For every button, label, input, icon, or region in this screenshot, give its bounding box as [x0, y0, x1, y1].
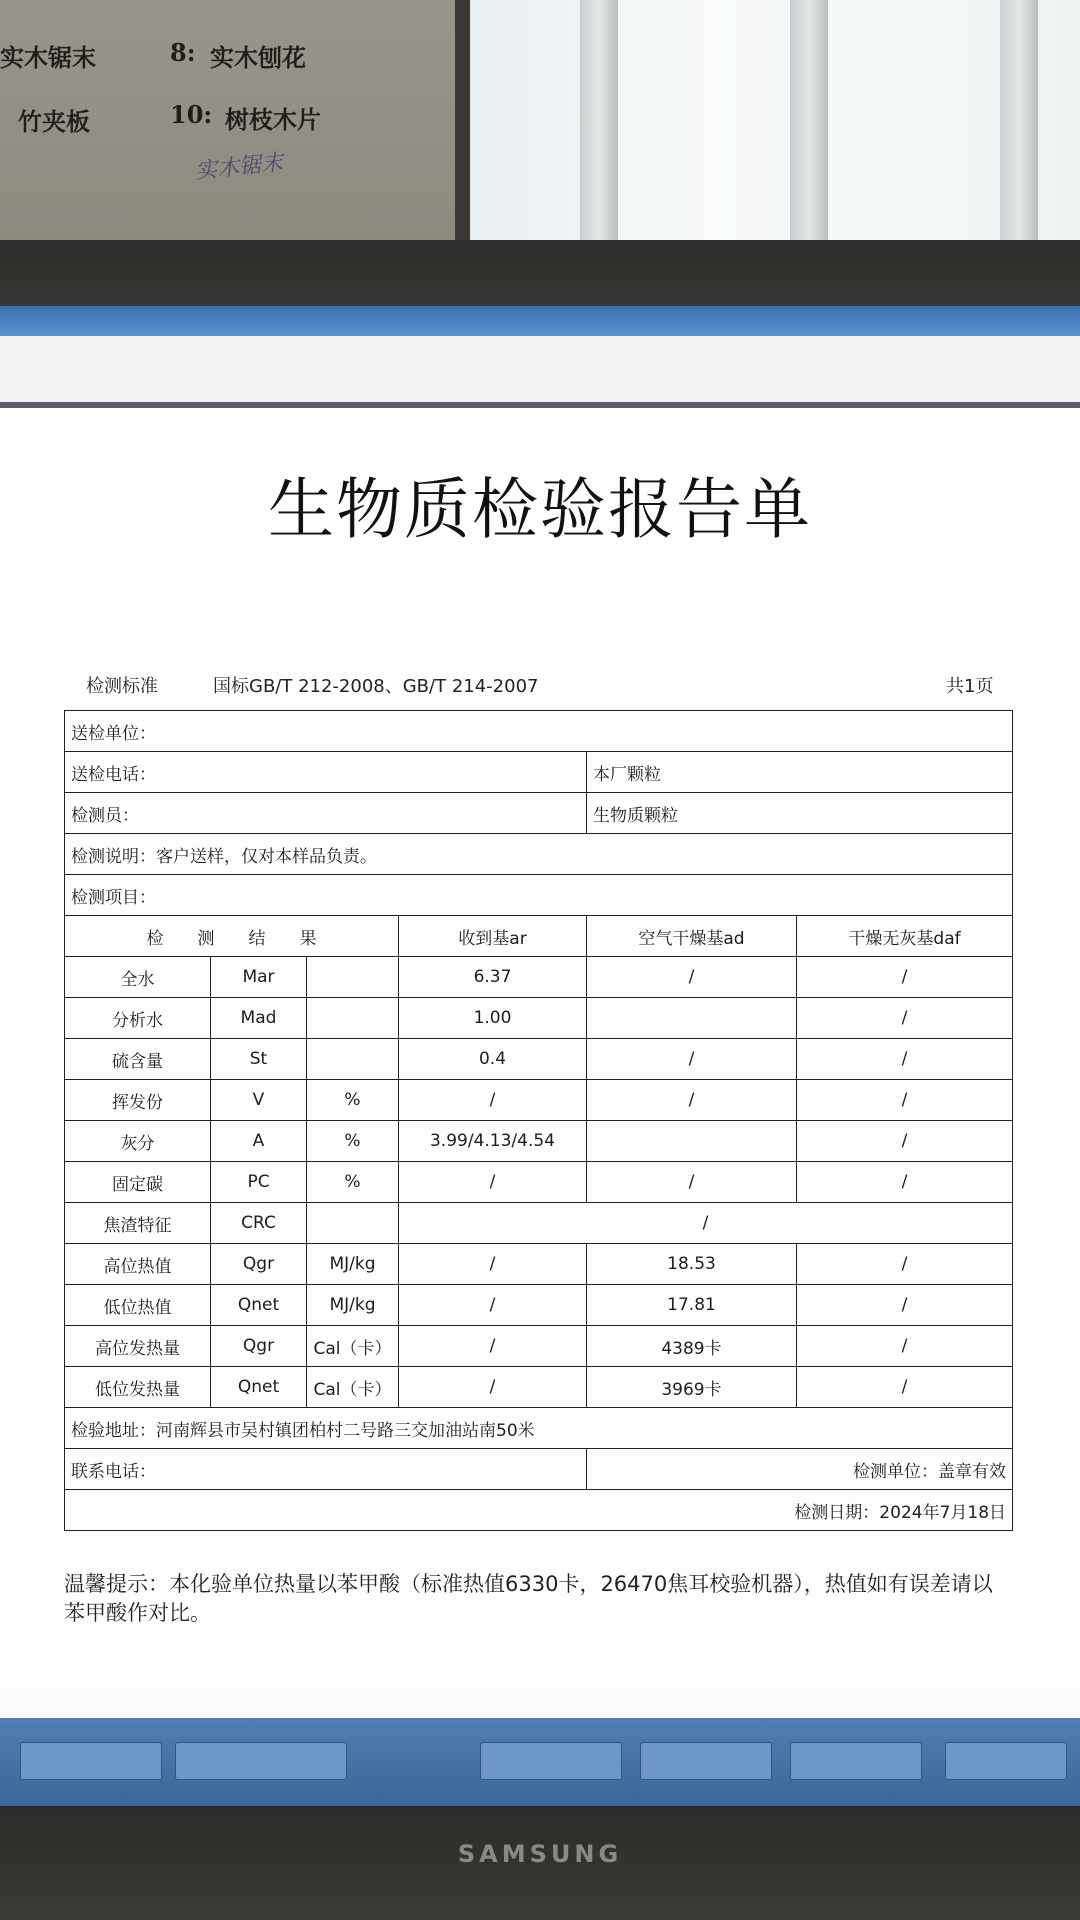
- item-name: 焦渣特征: [65, 1203, 211, 1244]
- item-name: 全水: [65, 957, 211, 998]
- row-sender-phone: [65, 752, 1013, 793]
- table-row: [65, 1326, 1013, 1367]
- item-name: 高位热值: [65, 1244, 211, 1285]
- taskbar-button[interactable]: [640, 1742, 772, 1780]
- item-symbol: Qnet: [211, 1367, 307, 1408]
- value-ad: [587, 998, 797, 1039]
- sample-type: 生物质颗粒: [587, 793, 1013, 834]
- value-daf: /: [797, 1121, 1013, 1162]
- item-name: 固定碳: [65, 1162, 211, 1203]
- item-name: 低位热值: [65, 1285, 211, 1326]
- item-unit: MJ/kg: [307, 1244, 399, 1285]
- value-ad: /: [587, 957, 797, 998]
- item-unit: Cal（卡）: [307, 1326, 399, 1367]
- app-title-bar: [0, 306, 1080, 336]
- item-symbol: Qgr: [211, 1326, 307, 1367]
- app-toolbar: [0, 336, 1080, 408]
- taskbar-button[interactable]: [790, 1742, 922, 1780]
- description: 检测说明：客户送样，仅对本样品负责。: [65, 834, 1013, 875]
- item-symbol: V: [211, 1080, 307, 1121]
- value-ad: /: [587, 1039, 797, 1080]
- item-symbol: CRC: [211, 1203, 307, 1244]
- note-line-sawdust: 实木锯末: [0, 43, 96, 72]
- sample-name: 本厂颗粒: [587, 752, 1013, 793]
- taskbar-button[interactable]: [945, 1742, 1067, 1780]
- column-header-result: 检 测 结 果: [65, 916, 399, 957]
- value-daf: /: [797, 1367, 1013, 1408]
- item-unit: [307, 957, 399, 998]
- value-daf: /: [797, 998, 1013, 1039]
- item-name: 高位发热量: [65, 1326, 211, 1367]
- calibration-footnote: 温馨提示：本化验单位热量以苯甲酸（标准热值6330卡，26470焦耳校验机器），热值如有误差请以苯甲酸作对比。: [64, 1572, 993, 1625]
- table-row: [65, 1285, 1013, 1326]
- test-address: 检验地址：河南辉县市吴村镇团柏村二号路三交加油站南50米: [65, 1408, 1013, 1449]
- column-header-daf: 干燥无灰基daf: [797, 916, 1013, 957]
- item-symbol: PC: [211, 1162, 307, 1203]
- value-merged: /: [399, 1203, 1013, 1244]
- value-ar: /: [399, 1244, 587, 1285]
- value-daf: /: [797, 957, 1013, 998]
- row-items: [65, 875, 1013, 916]
- column-header-row: [65, 916, 1013, 957]
- row-description: [65, 834, 1013, 875]
- table-row: [65, 1244, 1013, 1285]
- item-unit: [307, 998, 399, 1039]
- value-ar: 6.37: [399, 957, 587, 998]
- value-ar: /: [399, 1080, 587, 1121]
- monitor-bezel-top: [0, 240, 1080, 306]
- row-date: [65, 1490, 1013, 1531]
- value-daf: /: [797, 1285, 1013, 1326]
- standard-label: 检测标准: [86, 676, 158, 697]
- item-name: 挥发份: [65, 1080, 211, 1121]
- row-contact: [65, 1449, 1013, 1490]
- table-row: [65, 1121, 1013, 1162]
- value-daf: /: [797, 1080, 1013, 1121]
- value-ar: 0.4: [399, 1039, 587, 1080]
- item-name: 分析水: [65, 998, 211, 1039]
- value-ar: /: [399, 1326, 587, 1367]
- value-ar: /: [399, 1285, 587, 1326]
- monitor-bezel-bottom: [0, 1806, 1080, 1920]
- item-name: 硫含量: [65, 1039, 211, 1080]
- taskbar-button[interactable]: [20, 1742, 162, 1780]
- window-glass: [470, 0, 1080, 240]
- table-row: [65, 1203, 1013, 1244]
- value-ad: 18.53: [587, 1244, 797, 1285]
- value-daf: /: [797, 1162, 1013, 1203]
- value-daf: /: [797, 1244, 1013, 1285]
- page-count: 共1页: [946, 676, 994, 697]
- table-row: [65, 998, 1013, 1039]
- item-symbol: Qnet: [211, 1285, 307, 1326]
- column-header-ar: 收到基ar: [399, 916, 587, 957]
- window-bar: [790, 0, 828, 240]
- row-sender-unit: [65, 711, 1013, 752]
- standard-value: 国标GB/T 212-2008、GB/T 214-2007: [213, 676, 539, 697]
- item-symbol: St: [211, 1039, 307, 1080]
- item-unit: [307, 1203, 399, 1244]
- value-ad: 3969卡: [587, 1367, 797, 1408]
- table-row: [65, 1367, 1013, 1408]
- report-table: [64, 710, 1013, 1531]
- value-ar: 3.99/4.13/4.54: [399, 1121, 587, 1162]
- wall-note-card: [0, 0, 455, 240]
- item-name: 灰分: [65, 1121, 211, 1162]
- handwritten-note: 实木锯末: [194, 150, 285, 185]
- item-symbol: A: [211, 1121, 307, 1162]
- row-inspector: [65, 793, 1013, 834]
- contact-phone-label: 联系电话：: [65, 1449, 587, 1490]
- item-unit: %: [307, 1162, 399, 1203]
- note-line-shavings: 实木刨花: [210, 43, 306, 72]
- report-title: 生物质检验报告单: [268, 471, 812, 548]
- note-line-bamboo: 竹夹板: [18, 107, 90, 136]
- item-symbol: Qgr: [211, 1244, 307, 1285]
- window-bar: [1000, 0, 1038, 240]
- note-line-number-10: 10:: [170, 100, 213, 129]
- window-bar: [580, 0, 618, 240]
- note-line-number-8: 8:: [170, 38, 196, 67]
- item-unit: MJ/kg: [307, 1285, 399, 1326]
- value-ad: [587, 1121, 797, 1162]
- table-row: [65, 1039, 1013, 1080]
- items-label: 检测项目：: [65, 875, 1013, 916]
- table-row: [65, 957, 1013, 998]
- value-ad: /: [587, 1080, 797, 1121]
- value-ad: /: [587, 1162, 797, 1203]
- taskbar-button[interactable]: [480, 1742, 622, 1780]
- value-ar: 1.00: [399, 998, 587, 1039]
- taskbar: [0, 1718, 1080, 1806]
- note-line-branches: 树枝木片: [225, 105, 321, 134]
- item-unit: Cal（卡）: [307, 1367, 399, 1408]
- table-row: [65, 1080, 1013, 1121]
- item-name: 低位发热量: [65, 1367, 211, 1408]
- sender-unit-label: 送检单位：: [65, 711, 1013, 752]
- monitor-brand-logo: SAMSUNG: [457, 1840, 623, 1868]
- row-address: [65, 1408, 1013, 1449]
- value-ar: /: [399, 1367, 587, 1408]
- item-unit: %: [307, 1121, 399, 1162]
- value-ad: 4389卡: [587, 1326, 797, 1367]
- seal-note: 检测单位：盖章有效: [587, 1449, 1013, 1490]
- taskbar-button[interactable]: [175, 1742, 347, 1780]
- background-wall: [0, 0, 1080, 245]
- value-daf: /: [797, 1039, 1013, 1080]
- value-ad: 17.81: [587, 1285, 797, 1326]
- table-row: [65, 1162, 1013, 1203]
- value-daf: /: [797, 1326, 1013, 1367]
- item-symbol: Mad: [211, 998, 307, 1039]
- sender-phone-label: 送检电话：: [65, 752, 587, 793]
- item-unit: [307, 1039, 399, 1080]
- column-header-ad: 空气干燥基ad: [587, 916, 797, 957]
- item-symbol: Mar: [211, 957, 307, 998]
- inspector-label: 检测员：: [65, 793, 587, 834]
- test-date: 检测日期：2024年7月18日: [65, 1490, 1013, 1531]
- item-unit: %: [307, 1080, 399, 1121]
- value-ar: /: [399, 1162, 587, 1203]
